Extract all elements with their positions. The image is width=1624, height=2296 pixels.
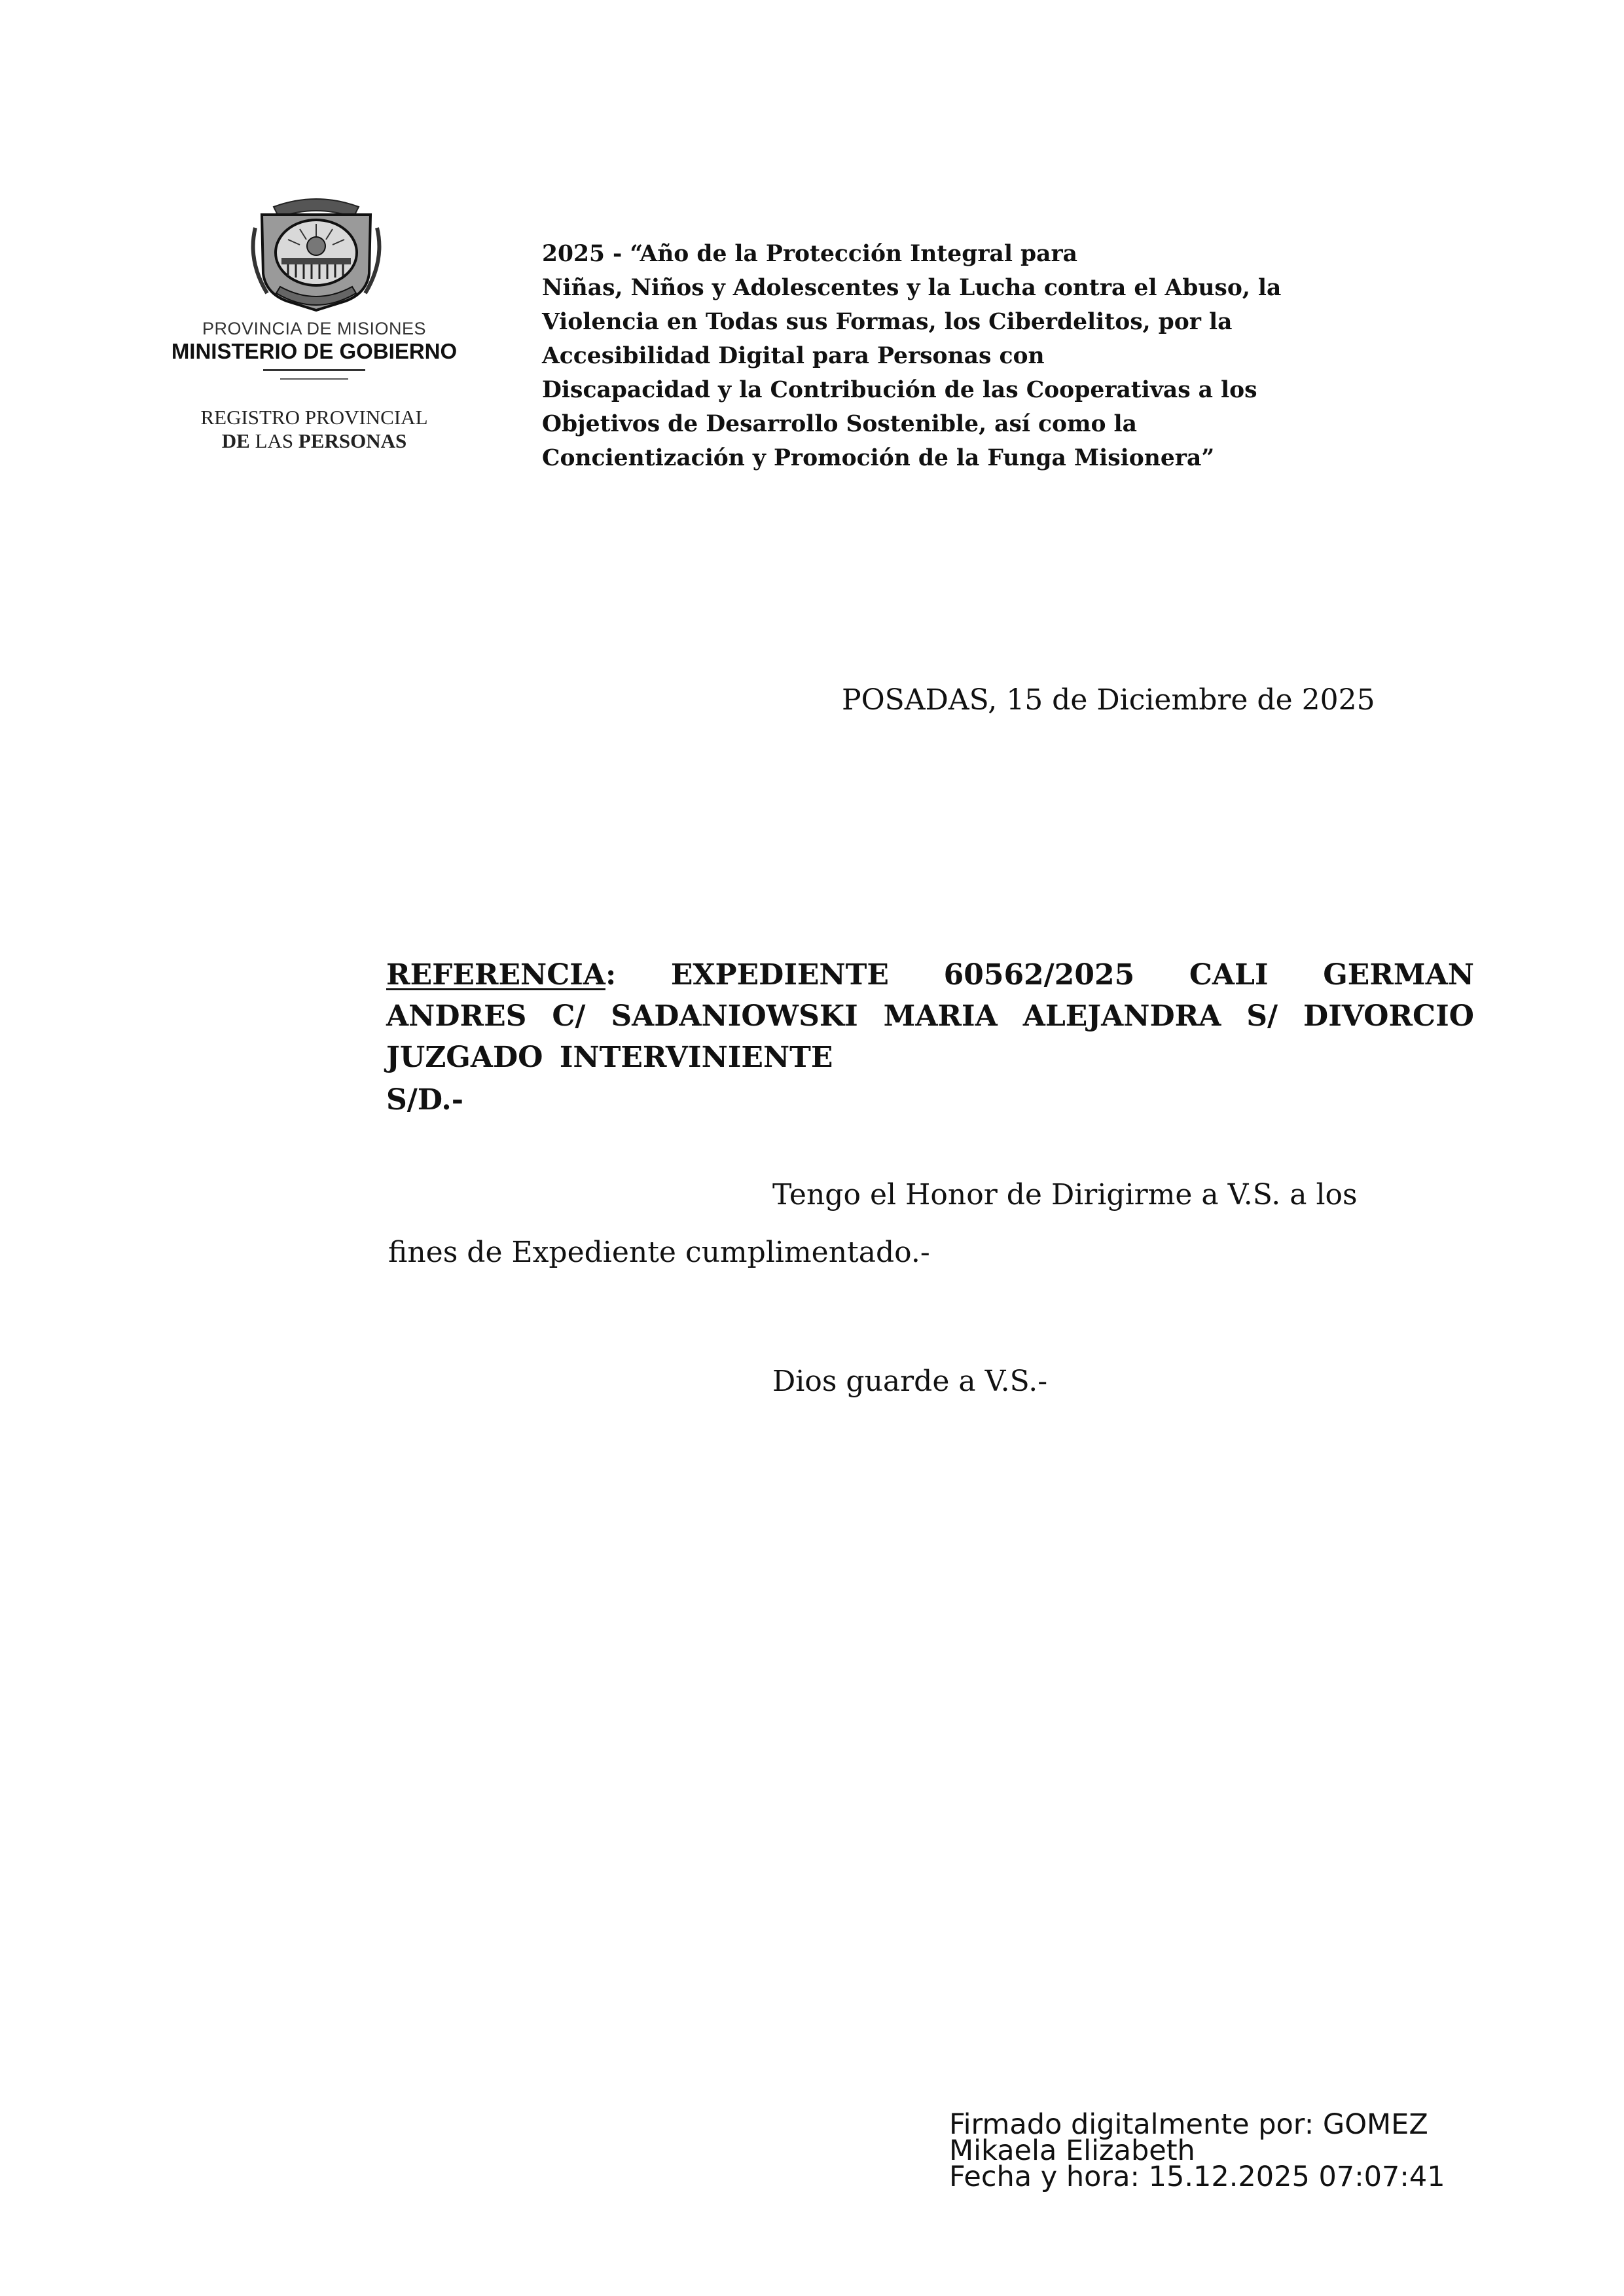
closing-line: Dios guarde a V.S.-: [772, 1365, 1048, 1398]
document-date: POSADAS, 15 de Diciembre de 2025: [842, 683, 1375, 717]
motto-line: Violencia en Todas sus Formas, los Ciberdelitos, por la: [542, 309, 1233, 335]
registry-suffix: PERSONAS: [298, 429, 407, 452]
reference-word: 60562/2025: [943, 958, 1135, 992]
reference-line-1: [386, 954, 1474, 996]
digital-signature: [949, 2108, 1445, 2193]
reference-word: EXPEDIENTE: [670, 958, 889, 992]
motto-line: Objetivos de Desarrollo Sostenible, así como la: [542, 411, 1137, 437]
signature-line: Mikaela Elizabeth: [949, 2134, 1195, 2167]
registry-name-line2: [157, 429, 471, 453]
reference-word: C/: [552, 999, 586, 1033]
motto-line: 2025 - “Año de la Protección Integral para: [542, 241, 1078, 267]
signature-line: Fecha y hora: 15.12.2025 07:07:41: [949, 2161, 1445, 2193]
body-paragraph-line1: Tengo el Honor de Dirigirme a V.S. a los: [772, 1178, 1358, 1211]
reference-word: CALI: [1189, 958, 1269, 992]
reference-word: DIVORCIO: [1303, 999, 1474, 1033]
motto-line: Discapacidad y la Contribución de las Cooperativas a los: [542, 377, 1257, 403]
reference-word: MARIA: [883, 999, 998, 1033]
year-motto: [542, 237, 1393, 475]
ministry-name: MINISTERIO DE GOBIERNO: [171, 339, 458, 363]
province-name: PROVINCIA DE MISIONES: [202, 319, 427, 338]
reference-colon: :: [605, 958, 617, 992]
registry-prefix: DE: [221, 429, 250, 452]
registry-name-line1: REGISTRO PROVINCIAL: [200, 406, 428, 429]
signature-line: Firmado digitalmente por: GOMEZ: [949, 2108, 1428, 2141]
motto-line: Niñas, Niños y Adolescentes y la Lucha contra el Abuso, la: [542, 275, 1282, 301]
reference-word: ANDRES: [386, 999, 527, 1033]
reference-label-group: [386, 954, 616, 996]
reference-word: ALEJANDRA: [1022, 999, 1221, 1033]
reference-word: S/: [1246, 999, 1278, 1033]
reference-line-2: [386, 996, 1474, 1037]
reference-label: REFERENCIA: [386, 958, 605, 992]
reference-court: JUZGADO INTERVINIENTE: [386, 1041, 833, 1074]
body-paragraph-line2: fines de Expediente cumplimentado.-: [388, 1236, 930, 1269]
reference-sd: S/D.-: [386, 1083, 464, 1117]
motto-line: Concientización y Promoción de la Funga Misionera”: [542, 445, 1215, 471]
motto-line: Accesibilidad Digital para Personas con: [542, 343, 1045, 369]
registry-mid: LAS: [249, 429, 298, 452]
provincial-seal-icon: [247, 195, 385, 319]
reference-word: GERMAN: [1323, 958, 1474, 992]
letterhead-divider-short: [280, 378, 348, 380]
reference-word: SADANIOWSKI: [611, 999, 858, 1033]
letterhead-divider: [263, 369, 365, 371]
